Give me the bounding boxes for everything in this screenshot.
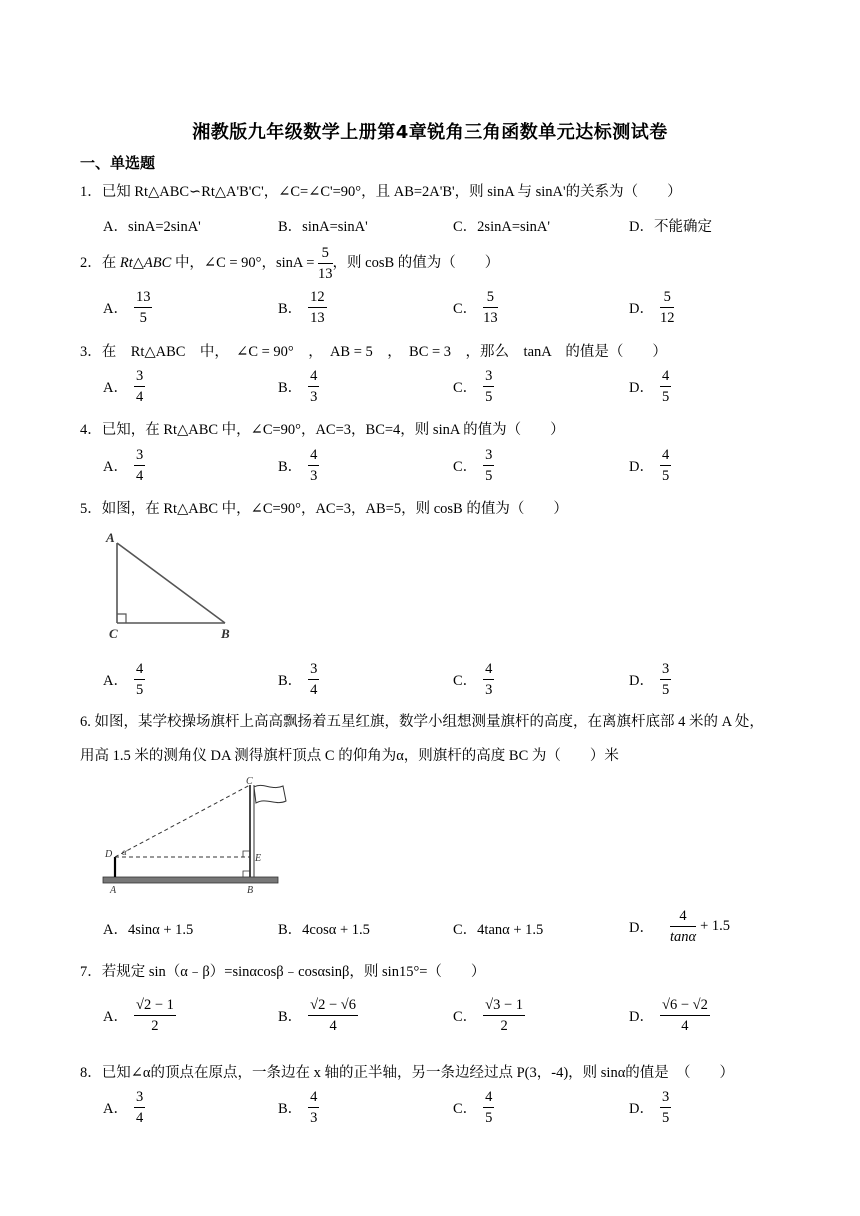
q8-option-b-label: B． bbox=[278, 1101, 303, 1117]
q6-option-a[interactable]: A．4sinα + 1.5 bbox=[103, 922, 194, 938]
q7-option-b-fraction bbox=[308, 995, 358, 1036]
fraction-numerator: 4 bbox=[483, 1087, 494, 1108]
q5-option-d-label: D． bbox=[629, 673, 654, 689]
q7-option-c[interactable] bbox=[453, 995, 525, 1036]
q4-option-b-fraction bbox=[308, 445, 319, 486]
q8-option-a[interactable] bbox=[103, 1087, 145, 1128]
fraction-numerator: 3 bbox=[483, 445, 494, 466]
q2-option-c-label: C． bbox=[453, 301, 478, 317]
question-6-stem-line2: 用高 1.5 米的测角仪 DA 测得旗杆顶点 C 的仰角为α，则旗杆的高度 BC 为（ ）米 bbox=[80, 748, 619, 764]
q2-option-d-fraction bbox=[660, 287, 675, 328]
q2-stem-numerator: 5 bbox=[318, 243, 333, 264]
q7-option-b[interactable] bbox=[278, 995, 358, 1036]
q4-option-c[interactable] bbox=[453, 445, 494, 486]
q3-option-a-label: A． bbox=[103, 380, 128, 396]
q5-option-a-label: A． bbox=[103, 673, 128, 689]
q2-option-c-fraction bbox=[483, 287, 498, 328]
fraction-numerator: 4 bbox=[660, 366, 671, 387]
fraction-denominator: 3 bbox=[485, 682, 493, 698]
fraction-denominator: 5 bbox=[661, 1110, 670, 1126]
q3-option-d-fraction bbox=[660, 366, 671, 407]
q2-stem-part-c: 中，∠C = 90°，sinA = bbox=[171, 254, 319, 271]
question-8-stem: 8．已知∠α的顶点在原点，一条边在 x 轴的正半轴，另一条边经过点 P(3，-4)，则 sinα的值是 （ ） bbox=[80, 1065, 735, 1081]
q4-option-b[interactable] bbox=[278, 445, 319, 486]
fraction-denominator: 5 bbox=[661, 468, 670, 484]
fraction-numerator: 5 bbox=[660, 287, 675, 308]
q4-option-d[interactable] bbox=[629, 445, 671, 486]
q6-label-c: C bbox=[246, 776, 253, 787]
fraction-denominator: 3 bbox=[310, 389, 318, 405]
q5-option-c-fraction bbox=[483, 659, 494, 700]
fraction-numerator: 3 bbox=[660, 659, 671, 680]
fraction-denominator: 13 bbox=[310, 310, 325, 326]
q4-option-d-label: D． bbox=[629, 459, 654, 475]
q6-option-b[interactable]: B．4cosα + 1.5 bbox=[278, 922, 370, 938]
q5-option-a-fraction bbox=[134, 659, 145, 700]
q7-option-c-label: C． bbox=[453, 1009, 478, 1025]
fraction-denominator: 4 bbox=[329, 1018, 337, 1034]
q7-option-a-fraction bbox=[134, 995, 176, 1036]
q6-label-alpha: α bbox=[122, 847, 127, 857]
fraction-denominator: 3 bbox=[310, 468, 318, 484]
fraction-numerator: √2 − √6 bbox=[308, 995, 358, 1016]
fraction-denominator: 5 bbox=[135, 682, 144, 698]
fraction-numerator: 4 bbox=[308, 445, 319, 466]
section-heading: 一、单选题 bbox=[80, 154, 156, 172]
q6-label-e: E bbox=[255, 853, 262, 864]
fraction-denominator: 4 bbox=[135, 1110, 144, 1126]
q7-option-d-fraction bbox=[660, 995, 710, 1036]
q8-option-d-label: D． bbox=[629, 1101, 654, 1117]
q3-option-c[interactable] bbox=[453, 366, 494, 407]
q4-option-b-label: B． bbox=[278, 459, 303, 475]
fraction-denominator: 2 bbox=[151, 1018, 159, 1034]
fraction-denominator: 4 bbox=[135, 468, 144, 484]
q4-option-c-label: C． bbox=[453, 459, 478, 475]
q3-option-c-fraction bbox=[483, 366, 494, 407]
q5-option-b-fraction bbox=[308, 659, 319, 700]
q6-option-d[interactable] bbox=[629, 906, 730, 947]
q5-option-b[interactable] bbox=[278, 659, 319, 700]
q5-label-a: A bbox=[106, 530, 115, 545]
q6-option-d-label: D． bbox=[629, 920, 654, 936]
q5-option-a[interactable] bbox=[103, 659, 145, 700]
q8-option-c[interactable] bbox=[453, 1087, 494, 1128]
q6-label-d: D bbox=[105, 849, 113, 860]
q8-option-b-fraction bbox=[308, 1087, 319, 1128]
q7-option-d[interactable] bbox=[629, 995, 710, 1036]
fraction-numerator: 5 bbox=[483, 287, 498, 308]
q7-option-c-fraction bbox=[483, 995, 525, 1036]
question-3-stem: 3．在 Rt△ABC 中， ∠C = 90° ， AB = 5 ， BC = 3 ，那么 tanA 的值是（ ） bbox=[80, 344, 667, 360]
q3-option-a-fraction bbox=[134, 366, 145, 407]
fraction-denominator: 5 bbox=[485, 468, 493, 484]
q7-option-b-label: B． bbox=[278, 1009, 303, 1025]
fraction-numerator: 4 bbox=[308, 1087, 319, 1108]
fraction-numerator: √3 − 1 bbox=[483, 995, 525, 1016]
q5-label-c: C bbox=[109, 626, 118, 641]
q4-option-a[interactable] bbox=[103, 445, 145, 486]
fraction-numerator: 4 bbox=[134, 659, 145, 680]
q6-option-c[interactable]: C．4tanα + 1.5 bbox=[453, 922, 544, 938]
page-title: 湘教版九年级数学上册第4章锐角三角函数单元达标测试卷 bbox=[192, 122, 668, 143]
fraction-numerator: 3 bbox=[660, 1087, 671, 1108]
question-6-stem-line1: 6. 如图，某学校操场旗杆上高高飘扬着五星红旗，数学小组想测量旗杆的高度，在离旗杆底部 4 米的 A 处， bbox=[80, 714, 764, 730]
q1-option-a[interactable]: A．sinA=2sinA' bbox=[103, 219, 201, 235]
fraction-numerator: 3 bbox=[134, 1087, 145, 1108]
q6-option-d-tail: + 1.5 bbox=[700, 918, 731, 934]
q8-option-c-fraction bbox=[483, 1087, 494, 1128]
question-5-stem: 5．如图，在 Rt△ABC 中，∠C=90°，AC=3，AB=5，则 cosB 的值为（ ） bbox=[80, 501, 568, 517]
fraction-numerator: 13 bbox=[134, 287, 153, 308]
q2-option-a[interactable] bbox=[103, 287, 152, 328]
q2-option-b-label: B． bbox=[278, 301, 303, 317]
q2-stem-part-a: 2．在 bbox=[80, 254, 120, 271]
q2-option-c[interactable] bbox=[453, 287, 498, 328]
q5-option-c[interactable] bbox=[453, 659, 494, 700]
question-1-stem: 1．已知 Rt△ABC∽Rt△A'B'C'，∠C=∠C'=90°，且 AB=2A'B'，则 sinA 与 sinA'的关系为（ ） bbox=[80, 184, 682, 200]
q4-option-c-fraction bbox=[483, 445, 494, 486]
q7-option-a[interactable] bbox=[103, 995, 176, 1036]
fraction-numerator: 4 bbox=[483, 659, 494, 680]
q5-option-c-label: C． bbox=[453, 673, 478, 689]
q8-option-c-label: C． bbox=[453, 1101, 478, 1117]
fraction-numerator: 12 bbox=[308, 287, 327, 308]
q6-flagpole-figure bbox=[100, 775, 300, 900]
q8-option-d[interactable] bbox=[629, 1087, 671, 1128]
fraction-numerator: 3 bbox=[134, 445, 145, 466]
fraction-denominator: 4 bbox=[135, 389, 144, 405]
fraction-numerator: 4 bbox=[308, 366, 319, 387]
fraction-denominator: 4 bbox=[310, 682, 318, 698]
fraction-denominator: 5 bbox=[485, 1110, 493, 1126]
q2-option-a-fraction bbox=[134, 287, 153, 328]
q5-option-b-label: B． bbox=[278, 673, 303, 689]
q3-option-a[interactable] bbox=[103, 366, 145, 407]
q8-option-d-fraction bbox=[660, 1087, 671, 1128]
q2-stem-denominator: 13 bbox=[318, 266, 333, 282]
q4-option-a-label: A． bbox=[103, 459, 128, 475]
question-7-stem: 7．若规定 sin（α﹣β）=sinαcosβ﹣cosαsinβ，则 sin15°=（ ） bbox=[80, 964, 486, 980]
question-4-stem: 4．已知，在 Rt△ABC 中，∠C=90°，AC=3，BC=4，则 sinA 的值为（ ） bbox=[80, 422, 565, 438]
fraction-numerator: 3 bbox=[134, 366, 145, 387]
q6-option-d-numerator: 4 bbox=[670, 906, 696, 927]
fraction-denominator: 5 bbox=[139, 310, 147, 326]
fraction-denominator: 2 bbox=[500, 1018, 508, 1034]
q8-option-a-fraction bbox=[134, 1087, 145, 1128]
q7-option-d-label: D． bbox=[629, 1009, 654, 1025]
fraction-denominator: 5 bbox=[485, 389, 493, 405]
fraction-numerator: 3 bbox=[483, 366, 494, 387]
q2-option-a-label: A． bbox=[103, 301, 128, 317]
q4-option-a-fraction bbox=[134, 445, 145, 486]
fraction-denominator: 5 bbox=[661, 682, 670, 698]
q2-stem-triangle: Rt△ABC bbox=[119, 254, 172, 271]
q3-option-b-fraction bbox=[308, 366, 319, 407]
q3-option-b[interactable] bbox=[278, 366, 319, 407]
q1-option-b[interactable]: B．sinA=sinA' bbox=[278, 219, 368, 235]
q1-option-d[interactable]: D．不能确定 bbox=[629, 219, 712, 235]
q3-option-b-label: B． bbox=[278, 380, 303, 396]
fraction-numerator: 4 bbox=[660, 445, 671, 466]
q6-label-a: A bbox=[110, 885, 117, 896]
q2-option-d[interactable] bbox=[629, 287, 674, 328]
q3-option-d-label: D． bbox=[629, 380, 654, 396]
fraction-numerator: √2 − 1 bbox=[134, 995, 176, 1016]
q6-label-b: B bbox=[247, 885, 254, 896]
fraction-denominator: 5 bbox=[661, 389, 670, 405]
q3-option-c-label: C． bbox=[453, 380, 478, 396]
q2-stem-part-d: ，则 cosB 的值为（ ） bbox=[332, 254, 500, 271]
q4-option-d-fraction bbox=[660, 445, 671, 486]
q8-option-b[interactable] bbox=[278, 1087, 319, 1128]
q1-option-c[interactable]: C．2sinA=sinA' bbox=[453, 219, 550, 235]
q8-option-a-label: A． bbox=[103, 1101, 128, 1117]
fraction-denominator: 12 bbox=[659, 310, 675, 326]
question-2-stem bbox=[80, 243, 499, 284]
q3-option-d[interactable] bbox=[629, 366, 671, 407]
q2-option-b[interactable] bbox=[278, 287, 327, 328]
q5-option-d-fraction bbox=[660, 659, 671, 700]
fraction-numerator: 3 bbox=[308, 659, 319, 680]
q6-option-d-denominator: tanα bbox=[669, 929, 697, 945]
fraction-numerator: √6 − √2 bbox=[660, 995, 710, 1016]
fraction-denominator: 3 bbox=[310, 1110, 318, 1126]
q5-option-d[interactable] bbox=[629, 659, 671, 700]
q2-option-d-label: D． bbox=[629, 301, 654, 317]
q5-label-b: B bbox=[221, 626, 230, 641]
q7-option-a-label: A． bbox=[103, 1009, 128, 1025]
fraction-denominator: 4 bbox=[681, 1018, 689, 1034]
q5-triangle-figure bbox=[100, 528, 240, 643]
fraction-denominator: 13 bbox=[483, 310, 498, 326]
q2-option-b-fraction bbox=[308, 287, 327, 328]
